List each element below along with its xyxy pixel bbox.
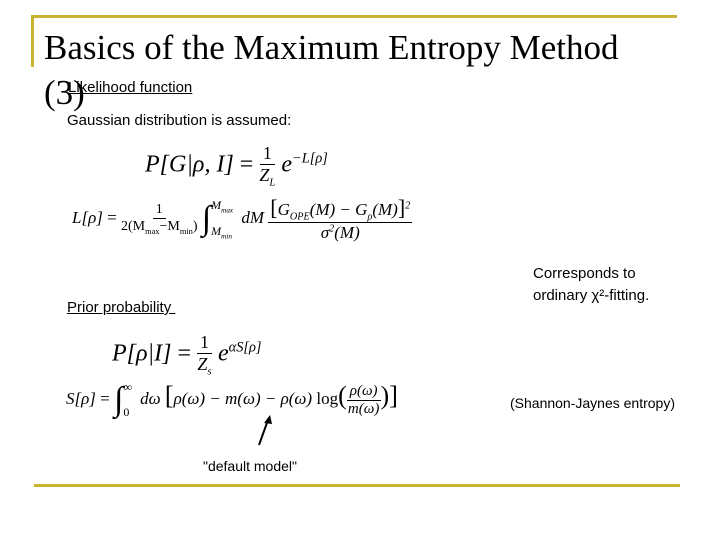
slide-title: Basics of the Maximum Entropy Method xyxy=(44,28,619,67)
prior-equation: P[ρ|I] = $\frac{1}{Z_s}$ $e^{\alpha S[\rho]}$ xyxy=(112,332,262,378)
chi2-note-line1: Corresponds to xyxy=(533,265,636,282)
default-model-label: "default model" xyxy=(203,458,297,474)
likelihood-equation: P[G|ρ, I] = $\frac{1}{Z_L}$ $e^{-L[\rho]}$ xyxy=(145,143,328,189)
slide-frame-left-line xyxy=(31,15,34,67)
entropy-equation: S[ρ] = ∫ ∞ 0 dω [ρ(ω) − m(ω) − ρ(ω) log( $\frac{\rho(\omega)}{m(\omega)}$ )] xyxy=(66,380,398,419)
slide-frame-top-line xyxy=(31,15,677,18)
default-model-arrow-icon xyxy=(255,415,275,447)
entropy-note: (Shannon-Jaynes entropy) xyxy=(510,395,675,411)
slide-frame-bottom-line xyxy=(34,484,680,487)
gaussian-text: Gaussian distribution is assumed: xyxy=(67,112,292,129)
likelihood-heading: Likelihood function xyxy=(68,79,193,96)
chi-square-equation: L[ρ] = $\frac{1}{2(M_{max}-M_{min})}$ ∫ $M_{max}$ $M_{min}$ dM $\frac{[G_{OPE}(M) - G_\rho(M)]^2}{\sigma^2(M)}$ xyxy=(72,195,411,243)
prior-heading: Prior probability xyxy=(67,299,176,316)
slide-title-number: (3) xyxy=(44,73,85,112)
chi2-note-line2: ordinary χ²-fitting. xyxy=(533,287,650,304)
